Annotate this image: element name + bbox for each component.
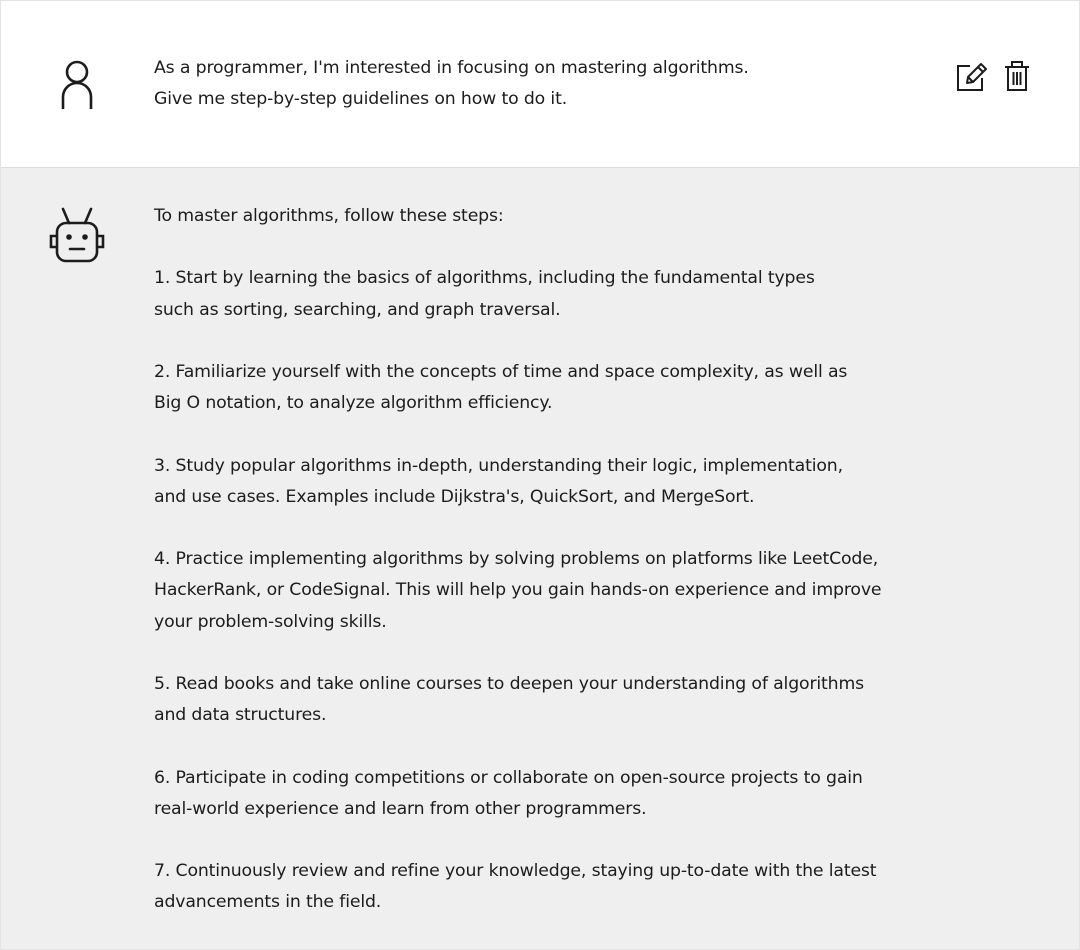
- trash-icon: [1002, 59, 1032, 97]
- edit-button[interactable]: [951, 59, 991, 97]
- user-message-text: As a programmer, I'm interested in focusing on mastering algorithms. Give me step-by-step guidelines on how to do it.: [154, 58, 749, 110]
- user-icon: [57, 58, 97, 112]
- edit-icon: [953, 58, 989, 98]
- robot-icon: [45, 205, 109, 267]
- assistant-message-text: To master algorithms, follow these steps: 1. Start by learning the basics of algorithms, including the fundamental types such as sorting, searching, and graph traversal. 2. Familiarize yourself with the concepts of time and space complexity, as well as Big O notation, to analyze algorithm efficiency. 3. Study popular algorithms in-depth, understanding their logic, implementation, and use cases. Examples include Dijkstra's, QuickSort, and MergeSort. 4. Practice implementing algorithms by solving problems on platforms like LeetCode, HackerRank, or CodeSignal. This will help you gain hands-on experience and improve your problem-solving skills. 5. Read books and take online courses to deepen your understanding of algorithms and data structures. 6. Participate in coding competitions or collaborate on open-source projects to gain real-world experience and learn from other programmers. 7. Continuously review and refine your knowledge, staying up-to-date with the latest advancements in the field.: [154, 206, 882, 913]
- delete-button[interactable]: [999, 59, 1035, 97]
- user-message-row: [1, 1, 1079, 168]
